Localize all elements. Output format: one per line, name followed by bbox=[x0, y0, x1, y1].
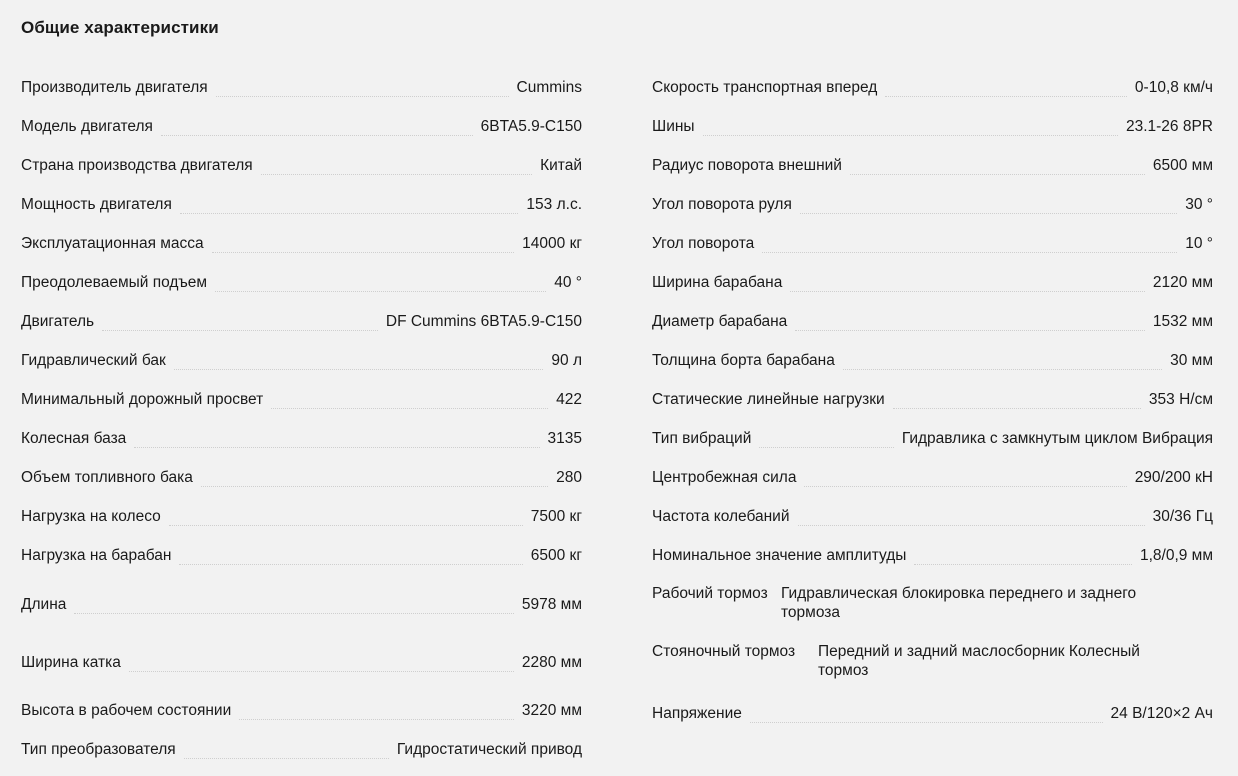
dotted-leader bbox=[134, 447, 539, 448]
dotted-leader bbox=[169, 525, 523, 526]
dotted-leader bbox=[102, 330, 378, 331]
dotted-leader bbox=[179, 564, 522, 565]
spec-row bbox=[652, 410, 1213, 449]
spec-row bbox=[652, 332, 1213, 371]
spec-label: Гидравлический бак bbox=[21, 352, 166, 369]
spec-value: 30 мм bbox=[1170, 352, 1213, 369]
section-title: Общие характеристики bbox=[21, 18, 219, 37]
spec-row bbox=[652, 254, 1213, 293]
dotted-leader bbox=[914, 564, 1132, 565]
spec-value: 0-10,8 км/ч bbox=[1134, 79, 1213, 96]
dotted-leader bbox=[795, 330, 1145, 331]
dotted-leader bbox=[239, 719, 514, 720]
spec-label: Производитель двигателя bbox=[21, 79, 208, 96]
dotted-leader bbox=[759, 447, 893, 448]
spec-row bbox=[21, 98, 582, 137]
spec-row bbox=[21, 527, 582, 566]
spec-row bbox=[652, 566, 1213, 624]
spec-label: Стояночный тормоз bbox=[652, 643, 796, 660]
spec-label: Центробежная сила bbox=[652, 469, 797, 486]
spec-row bbox=[652, 488, 1213, 527]
dotted-leader bbox=[129, 671, 514, 672]
spec-value: 6500 кг bbox=[530, 547, 582, 564]
spec-label: Рабочий тормоз bbox=[652, 585, 768, 602]
spec-row bbox=[21, 293, 582, 332]
spec-row bbox=[21, 371, 582, 410]
spec-label: Ширина катка bbox=[21, 654, 121, 671]
dotted-leader bbox=[703, 135, 1118, 136]
spec-row bbox=[21, 332, 582, 371]
spec-label: Мощность двигателя bbox=[21, 196, 172, 213]
spec-label: Двигатель bbox=[21, 313, 95, 330]
spec-row bbox=[21, 59, 582, 98]
dotted-leader bbox=[885, 96, 1127, 97]
spec-value: Гидравлика с замкнутым циклом Вибрация bbox=[901, 430, 1213, 447]
spec-label: Модель двигателя bbox=[21, 118, 153, 135]
dotted-leader bbox=[843, 369, 1162, 370]
dotted-leader bbox=[201, 486, 548, 487]
spec-label: Эксплуатационная масса bbox=[21, 235, 204, 252]
spec-row bbox=[21, 488, 582, 527]
spec-value: 10 ° bbox=[1185, 235, 1213, 252]
dotted-leader bbox=[271, 408, 548, 409]
spec-label: Нагрузка на барабан bbox=[21, 547, 172, 564]
spec-label: Тип вибраций bbox=[652, 430, 752, 447]
spec-row bbox=[652, 293, 1213, 332]
spec-row bbox=[652, 215, 1213, 254]
spec-label: Тип преобразователя bbox=[21, 741, 176, 758]
spec-value: 6500 мм bbox=[1152, 157, 1213, 174]
dotted-leader bbox=[850, 174, 1145, 175]
spec-label: Страна производства двигателя bbox=[21, 157, 253, 174]
spec-row bbox=[21, 566, 582, 615]
specs-left-column bbox=[21, 59, 582, 760]
spec-row bbox=[21, 137, 582, 176]
dotted-leader bbox=[174, 369, 544, 370]
spec-value: 2120 мм bbox=[1152, 274, 1213, 291]
spec-value: 1532 мм bbox=[1152, 313, 1213, 330]
spec-value: 422 bbox=[556, 391, 582, 408]
spec-row bbox=[21, 721, 582, 760]
spec-value: Гидравлическая блокировка переднего и заднего тормоза bbox=[781, 585, 1137, 621]
spec-label: Толщина борта барабана bbox=[652, 352, 835, 369]
spec-label: Нагрузка на колесо bbox=[21, 508, 161, 525]
spec-row bbox=[652, 176, 1213, 215]
spec-value: 290/200 кН bbox=[1134, 469, 1213, 486]
spec-value: 3135 bbox=[547, 430, 582, 447]
spec-label: Статические линейные нагрузки bbox=[652, 391, 885, 408]
spec-row bbox=[652, 449, 1213, 488]
spec-value: Передний и задний маслосборник Колесный тормоз bbox=[818, 643, 1140, 679]
spec-value: 30 ° bbox=[1185, 196, 1213, 213]
spec-label: Напряжение bbox=[652, 705, 742, 722]
spec-label: Высота в рабочем состоянии bbox=[21, 702, 232, 719]
spec-value: DF Cummins 6BTA5.9-C150 bbox=[385, 313, 582, 330]
spec-value: 353 Н/см bbox=[1148, 391, 1213, 408]
spec-label: Колесная база bbox=[21, 430, 127, 447]
spec-label: Минимальный дорожный просвет bbox=[21, 391, 264, 408]
spec-label: Радиус поворота внешний bbox=[652, 157, 842, 174]
dotted-leader bbox=[74, 613, 514, 614]
spec-value: 7500 кг bbox=[530, 508, 582, 525]
dotted-leader bbox=[261, 174, 532, 175]
dotted-leader bbox=[180, 213, 519, 214]
dotted-leader bbox=[800, 213, 1177, 214]
spec-value: Гидростатический привод bbox=[396, 741, 582, 758]
spec-value: 280 bbox=[556, 469, 582, 486]
spec-label: Объем топливного бака bbox=[21, 469, 193, 486]
spec-row bbox=[652, 59, 1213, 98]
spec-value: 24 В/120×2 Ач bbox=[1110, 705, 1213, 722]
dotted-leader bbox=[215, 291, 546, 292]
spec-row bbox=[21, 215, 582, 254]
spec-label: Скорость транспортная вперед bbox=[652, 79, 878, 96]
spec-label: Угол поворота bbox=[652, 235, 755, 252]
spec-row bbox=[21, 449, 582, 488]
spec-row bbox=[21, 410, 582, 449]
spec-label: Шины bbox=[652, 118, 695, 135]
spec-label: Номинальное значение амплитуды bbox=[652, 547, 907, 564]
dotted-leader bbox=[184, 758, 389, 759]
spec-label: Ширина барабана bbox=[652, 274, 783, 291]
dotted-leader bbox=[216, 96, 509, 97]
spec-row bbox=[652, 98, 1213, 137]
spec-row bbox=[21, 176, 582, 215]
spec-row bbox=[21, 615, 582, 673]
spec-value: 30/36 Гц bbox=[1152, 508, 1213, 525]
dotted-leader bbox=[804, 486, 1126, 487]
spec-value: 3220 мм bbox=[521, 702, 582, 719]
dotted-leader bbox=[750, 722, 1103, 723]
spec-row bbox=[652, 682, 1213, 724]
spec-value: 153 л.с. bbox=[526, 196, 582, 213]
spec-value: 23.1-26 8PR bbox=[1125, 118, 1213, 135]
spec-value: 14000 кг bbox=[522, 235, 582, 252]
spec-value: 5978 мм bbox=[521, 596, 582, 613]
spec-value: Китай bbox=[540, 157, 582, 174]
dotted-leader bbox=[212, 252, 514, 253]
spec-value: 6BTA5.9-C150 bbox=[480, 118, 582, 135]
dotted-leader bbox=[762, 252, 1177, 253]
dotted-leader bbox=[798, 525, 1145, 526]
dotted-leader bbox=[893, 408, 1141, 409]
spec-label: Преодолеваемый подъем bbox=[21, 274, 208, 291]
dotted-leader bbox=[790, 291, 1145, 292]
spec-value: 2280 мм bbox=[521, 654, 582, 671]
spec-label: Диаметр барабана bbox=[652, 313, 788, 330]
spec-label: Угол поворота руля bbox=[652, 196, 792, 213]
dotted-leader bbox=[161, 135, 473, 136]
spec-value: 90 л bbox=[551, 352, 582, 369]
spec-row bbox=[652, 371, 1213, 410]
spec-label: Частота колебаний bbox=[652, 508, 790, 525]
spec-row bbox=[21, 254, 582, 293]
spec-row bbox=[21, 673, 582, 721]
spec-row bbox=[652, 624, 1213, 682]
spec-row bbox=[652, 137, 1213, 176]
spec-value: 1,8/0,9 мм bbox=[1139, 547, 1213, 564]
spec-value: Cummins bbox=[516, 79, 582, 96]
specs-right-column bbox=[652, 59, 1213, 724]
spec-value: 40 ° bbox=[554, 274, 582, 291]
spec-row bbox=[652, 527, 1213, 566]
spec-label: Длина bbox=[21, 596, 67, 613]
